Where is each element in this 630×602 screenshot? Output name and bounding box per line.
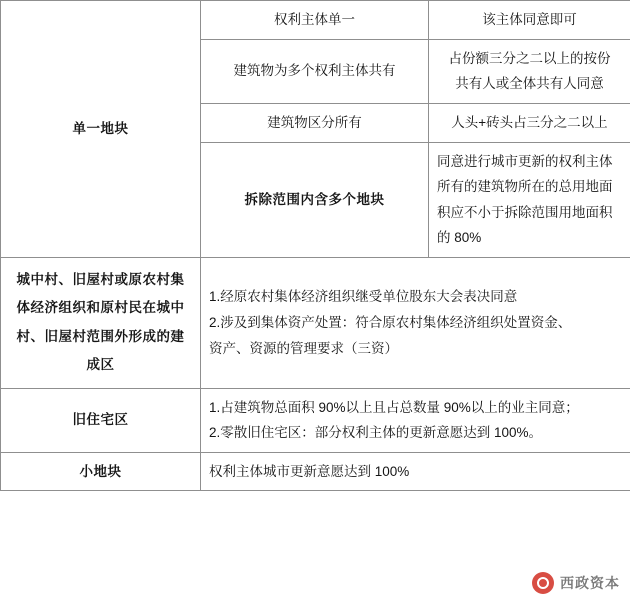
watermark xyxy=(532,572,620,594)
cell-condition: 建筑物为多个权利主体共有 xyxy=(201,39,429,103)
table-row xyxy=(1,258,630,388)
watermark-label: 西政资本 xyxy=(560,575,620,591)
cell-text-line: 2.零散旧住宅区：部分权利主体的更新意愿达到 100%。 xyxy=(209,425,543,441)
cell-requirement xyxy=(429,142,630,258)
cell-text-line: 共有人或全体共有人同意 xyxy=(455,76,604,92)
cell-text-line: 资产、资源的管理要求（三资） xyxy=(209,340,398,356)
row-label-single-plot: 单一地块 xyxy=(1,1,201,258)
row-label-small-plot: 小地块 xyxy=(1,452,201,491)
cell-requirement xyxy=(201,388,630,452)
row-label-old-residential: 旧住宅区 xyxy=(1,388,201,452)
cell-condition: 权利主体单一 xyxy=(201,1,429,40)
cell-requirement: 权利主体城市更新意愿达到 100% xyxy=(201,452,630,491)
table-row xyxy=(1,1,630,40)
cell-text-line: 1.经原农村集体经济组织继受单位股东大会表决同意 xyxy=(209,289,518,305)
cell-text-line: 同意进行城市更新的权利主体所有的建筑物所在的总用地面 xyxy=(437,153,613,195)
row-label-multi-plot: 拆除范围内含多个地块 xyxy=(201,142,429,258)
cell-requirement xyxy=(429,39,630,103)
circle-logo-icon xyxy=(532,572,554,594)
cell-requirement: 人头+砖头占三分之二以上 xyxy=(429,103,630,142)
table-row xyxy=(1,452,630,491)
table-row xyxy=(1,388,630,452)
cell-text-line: 2.涉及到集体资产处置：符合原农村集体经济组织处置资金、 xyxy=(209,314,572,330)
cell-text-line: 积应不小于拆除范围用地面积的 80% xyxy=(437,204,613,246)
cell-requirement: 该主体同意即可 xyxy=(429,1,630,40)
cell-requirement xyxy=(201,258,630,388)
row-label-urban-village: 城中村、旧屋村或原农村集体经济组织和原村民在城中村、旧屋村范围外形成的建成区 xyxy=(1,258,201,388)
cell-text-line: 占份额三分之二以上的按份 xyxy=(448,50,611,66)
cell-condition: 建筑物区分所有 xyxy=(201,103,429,142)
cell-text-line: 1.占建筑物总面积 90%以上且占总数量 90%以上的业主同意； xyxy=(209,399,579,415)
